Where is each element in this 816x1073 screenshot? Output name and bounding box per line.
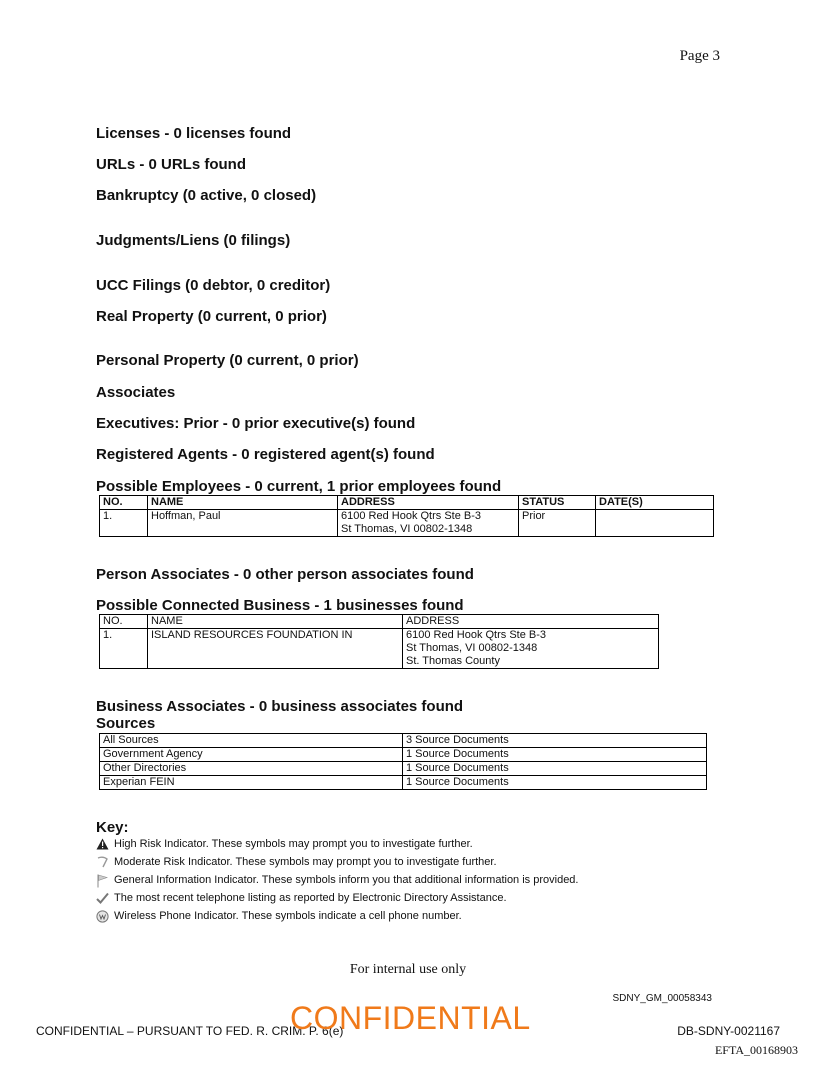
col-address: ADDRESS	[338, 496, 519, 510]
table-row	[100, 734, 707, 748]
connected-business-table	[99, 614, 659, 669]
licenses-heading: Licenses - 0 licenses found	[96, 125, 292, 142]
table-row	[100, 762, 707, 776]
page-number: Page 3	[679, 48, 720, 64]
person-associates-heading: Person Associates - 0 other person associates found	[96, 566, 474, 583]
ucc-heading: UCC Filings (0 debtor, 0 creditor)	[96, 277, 331, 294]
address-line: 6100 Red Hook Qtrs Ste B-3	[341, 510, 482, 522]
bates-efta: EFTA_00168903	[714, 1043, 798, 1057]
address-line: St. Thomas County	[406, 655, 500, 667]
check-icon	[96, 892, 110, 904]
cell-docs: 1 Source Documents	[403, 748, 707, 762]
wireless-icon	[96, 910, 110, 922]
col-no: NO.	[100, 496, 148, 510]
possible-employees-heading: Possible Employees - 0 current, 1 prior employees found	[96, 478, 502, 495]
address-line: St Thomas, VI 00802-1348	[341, 523, 473, 535]
key-item	[96, 838, 473, 850]
table-row	[100, 748, 707, 762]
key-text: Moderate Risk Indicator. These symbols may prompt you to investigate further.	[114, 856, 497, 868]
table-header-row	[100, 615, 659, 629]
cell-no: 1.	[100, 629, 148, 669]
associates-heading: Associates	[96, 384, 176, 401]
col-name: NAME	[148, 615, 403, 629]
sources-table	[99, 733, 707, 790]
cell-status: Prior	[519, 510, 596, 537]
cell-docs: 3 Source Documents	[403, 734, 707, 748]
real-property-heading: Real Property (0 current, 0 prior)	[96, 308, 327, 325]
key-item	[96, 910, 462, 922]
employees-table	[99, 495, 714, 537]
bates-sdny: SDNY_GM_00058343	[612, 993, 712, 1004]
table-row	[100, 510, 714, 537]
col-dates: DATE(S)	[596, 496, 714, 510]
key-item	[96, 892, 507, 904]
col-name: NAME	[148, 496, 338, 510]
cell-address	[338, 510, 519, 537]
confidential-notice: CONFIDENTIAL – PURSUANT TO FED. R. CRIM. P. 6(e)	[36, 1024, 344, 1038]
col-status: STATUS	[519, 496, 596, 510]
executives-heading: Executives: Prior - 0 prior executive(s) found	[96, 415, 416, 432]
judgments-heading: Judgments/Liens (0 filings)	[96, 232, 291, 249]
address-line: 6100 Red Hook Qtrs Ste B-3	[406, 629, 547, 641]
table-row	[100, 629, 659, 669]
cell-docs: 1 Source Documents	[403, 776, 707, 790]
cell-name: Hoffman, Paul	[148, 510, 338, 537]
cell-address	[403, 629, 659, 669]
personal-property-heading: Personal Property (0 current, 0 prior)	[96, 352, 359, 369]
registered-agents-heading: Registered Agents - 0 registered agent(s) found	[96, 446, 435, 463]
internal-use-notice: For internal use only	[349, 962, 467, 977]
cell-source: Experian FEIN	[100, 776, 403, 790]
key-text: High Risk Indicator. These symbols may prompt you to investigate further.	[114, 838, 473, 850]
moderate-risk-icon	[96, 856, 110, 868]
col-address: ADDRESS	[403, 615, 659, 629]
connected-business-heading: Possible Connected Business - 1 businesses found	[96, 597, 464, 614]
key-heading: Key:	[96, 819, 129, 836]
key-item	[96, 874, 578, 886]
key-text: The most recent telephone listing as reported by Electronic Directory Assistance.	[114, 892, 507, 904]
cell-dates	[596, 510, 714, 537]
table-header-row	[100, 496, 714, 510]
key-text: General Information Indicator. These symbols inform you that additional information is provided.	[114, 874, 579, 886]
confidential-stamp: CONFIDENTIAL	[290, 1000, 531, 1036]
cell-docs: 1 Source Documents	[403, 762, 707, 776]
col-no: NO.	[100, 615, 148, 629]
business-associates-heading: Business Associates - 0 business associates found	[96, 698, 464, 715]
urls-heading: URLs - 0 URLs found	[96, 156, 246, 173]
flag-icon	[96, 874, 110, 886]
cell-source: Other Directories	[100, 762, 403, 776]
key-item	[96, 856, 497, 868]
bates-db: DB-SDNY-0021167	[677, 1024, 780, 1038]
table-row	[100, 776, 707, 790]
cell-no: 1.	[100, 510, 148, 537]
key-text: Wireless Phone Indicator. These symbols indicate a cell phone number.	[114, 910, 462, 922]
bankruptcy-heading: Bankruptcy (0 active, 0 closed)	[96, 187, 317, 204]
address-line: St Thomas, VI 00802-1348	[406, 642, 538, 654]
sources-heading: Sources	[96, 715, 156, 732]
cell-name: ISLAND RESOURCES FOUNDATION IN	[148, 629, 403, 669]
cell-source: All Sources	[100, 734, 403, 748]
cell-source: Government Agency	[100, 748, 403, 762]
warning-icon	[96, 838, 110, 850]
